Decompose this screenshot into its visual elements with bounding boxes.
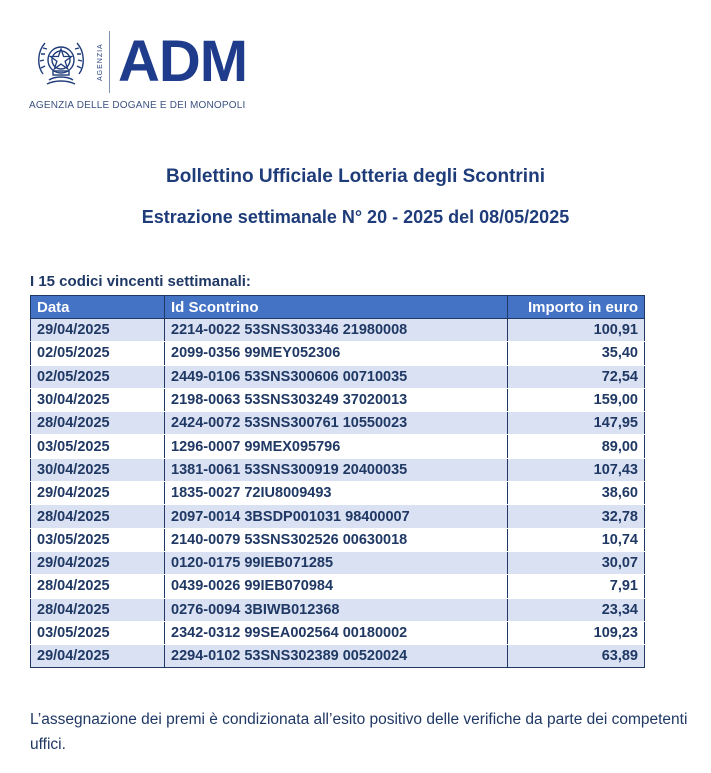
cell-amount: 159,00 — [508, 388, 645, 411]
cell-date: 28/04/2025 — [31, 505, 165, 528]
cell-date: 29/04/2025 — [31, 482, 165, 505]
cell-date: 02/05/2025 — [31, 342, 165, 365]
agency-name: AGENZIA DELLE DOGANE E DEI MONOPOLI — [29, 100, 246, 111]
cell-date: 29/04/2025 — [31, 319, 165, 342]
cell-id: 0439-0026 99IEB070984 — [165, 575, 508, 598]
cell-amount: 147,95 — [508, 412, 645, 435]
cell-amount: 109,23 — [508, 621, 645, 644]
table-caption: I 15 codici vincenti settimanali: — [30, 273, 251, 290]
vertical-agency-label: AGENZIA — [95, 31, 110, 93]
page-title: Bollettino Ufficiale Lotteria degli Scontrini — [166, 166, 545, 187]
table-row — [31, 645, 645, 668]
table-row — [31, 458, 645, 481]
logo — [29, 30, 247, 94]
brand-wordmark: ADM — [118, 29, 248, 94]
cell-date: 30/04/2025 — [31, 388, 165, 411]
cell-amount: 10,74 — [508, 528, 645, 551]
table-row — [31, 435, 645, 458]
cell-id: 0276-0094 3BIWB012368 — [165, 598, 508, 621]
cell-date: 29/04/2025 — [31, 551, 165, 574]
cell-id: 2449-0106 53SNS300606 00710035 — [165, 365, 508, 388]
cell-id: 0120-0175 99IEB071285 — [165, 551, 508, 574]
cell-id: 1381-0061 53SNS300919 20400035 — [165, 458, 508, 481]
cell-amount: 38,60 — [508, 482, 645, 505]
table-row — [31, 528, 645, 551]
cell-amount: 32,78 — [508, 505, 645, 528]
table-row — [31, 505, 645, 528]
cell-date: 28/04/2025 — [31, 598, 165, 621]
table-header-row — [31, 296, 645, 319]
italian-republic-emblem-icon — [29, 30, 93, 94]
agency-header — [29, 30, 247, 111]
cell-date: 03/05/2025 — [31, 621, 165, 644]
table-row — [31, 482, 645, 505]
cell-amount: 63,89 — [508, 645, 645, 668]
cell-amount: 107,43 — [508, 458, 645, 481]
cell-date: 28/04/2025 — [31, 575, 165, 598]
cell-id: 2424-0072 53SNS300761 10550023 — [165, 412, 508, 435]
table-row — [31, 575, 645, 598]
table-row — [31, 621, 645, 644]
cell-amount: 72,54 — [508, 365, 645, 388]
cell-id: 2342-0312 99SEA002564 00180002 — [165, 621, 508, 644]
table-row — [31, 319, 645, 342]
cell-date: 29/04/2025 — [31, 645, 165, 668]
cell-date: 30/04/2025 — [31, 458, 165, 481]
cell-amount: 30,07 — [508, 551, 645, 574]
footer-note: L’assegnazione dei premi è condizionata all’esito positivo delle verifiche da parte dei competenti uffici. — [30, 711, 688, 753]
cell-date: 03/05/2025 — [31, 435, 165, 458]
cell-amount: 7,91 — [508, 575, 645, 598]
cell-amount: 89,00 — [508, 435, 645, 458]
cell-id: 2097-0014 3BSDP001031 98400007 — [165, 505, 508, 528]
table-row — [31, 598, 645, 621]
table-row — [31, 388, 645, 411]
table-row — [31, 412, 645, 435]
page-subtitle: Estrazione settimanale N° 20 - 2025 del 08/05/2025 — [141, 207, 570, 227]
cell-date: 28/04/2025 — [31, 412, 165, 435]
cell-amount: 35,40 — [508, 342, 645, 365]
winning-codes-table — [30, 295, 645, 668]
cell-id: 1296-0007 99MEX095796 — [165, 435, 508, 458]
table-row — [31, 342, 645, 365]
cell-date: 02/05/2025 — [31, 365, 165, 388]
column-header-amount: Importo in euro — [508, 296, 645, 319]
cell-id: 2294-0102 53SNS302389 00520024 — [165, 645, 508, 668]
cell-id: 2140-0079 53SNS302526 00630018 — [165, 528, 508, 551]
cell-amount: 23,34 — [508, 598, 645, 621]
cell-id: 1835-0027 72IU8009493 — [165, 482, 508, 505]
cell-amount: 100,91 — [508, 319, 645, 342]
cell-id: 2099-0356 99MEY052306 — [165, 342, 508, 365]
table-row — [31, 551, 645, 574]
column-header-id: Id Scontrino — [165, 296, 508, 319]
table-row — [31, 365, 645, 388]
cell-date: 03/05/2025 — [31, 528, 165, 551]
cell-id: 2214-0022 53SNS303346 21980008 — [165, 319, 508, 342]
column-header-date: Data — [31, 296, 165, 319]
cell-id: 2198-0063 53SNS303249 37020013 — [165, 388, 508, 411]
